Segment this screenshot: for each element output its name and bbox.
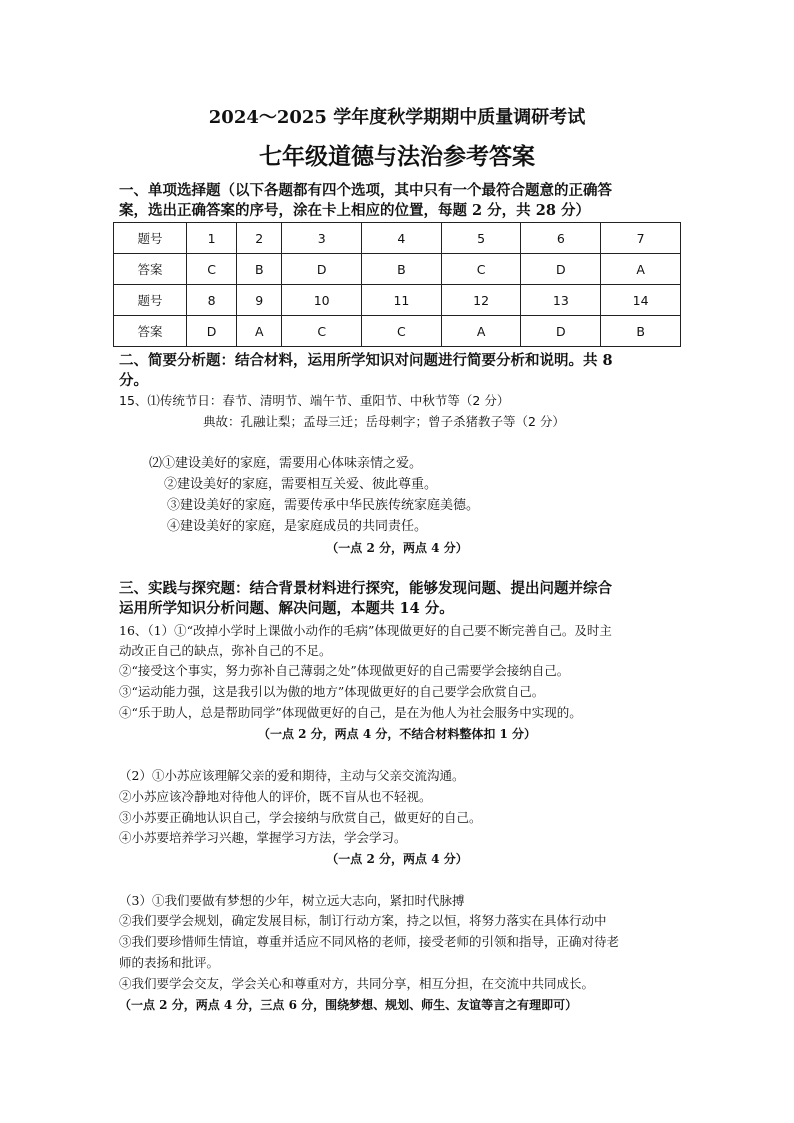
row-label: 题号 <box>114 285 187 316</box>
q16-1-line: 16、（1）①“改掉小学时上课做小动作的毛病”体现做更好的自己要不断完善自己。及时主 <box>119 623 612 638</box>
q15-1-line2: 典故：孔融让梨；孟母三迁；岳母刺字；曾子杀猪教子等（2 分） <box>203 414 565 429</box>
table-cell: C <box>187 254 237 285</box>
table-cell: 4 <box>362 223 442 254</box>
table-cell: D <box>521 316 601 347</box>
table-cell: 7 <box>601 223 681 254</box>
table-cell: B <box>237 254 282 285</box>
q16-3-line: （3）①我们要做有梦想的少年，树立远大志向，紧扣时代脉搏 <box>119 893 465 908</box>
q15-2-score: （一点 2 分，两点 4 分） <box>326 541 468 555</box>
table-cell: 1 <box>187 223 237 254</box>
table-cell: 12 <box>441 285 521 316</box>
table-row <box>114 254 681 285</box>
table-cell: 5 <box>441 223 521 254</box>
q16-1-line: 动改正自己的缺点，弥补自己的不足。 <box>119 643 332 658</box>
table-row <box>114 316 681 347</box>
table-cell: C <box>282 316 362 347</box>
table-cell: 8 <box>187 285 237 316</box>
table-cell: D <box>187 316 237 347</box>
table-cell: 13 <box>521 285 601 316</box>
q16-2-line: ③小苏要正确地认识自己，学会接纳与欣赏自己，做更好的自己。 <box>119 810 482 825</box>
q16-3-line: ②我们要学会规划，确定发展目标，制订行动方案，持之以恒，将努力落实在具体行动中 <box>119 913 607 928</box>
q15-2-item: ③建设美好的家庭，需要传承中华民族传统家庭美德。 <box>167 498 480 513</box>
q15-2-item: ④建设美好的家庭，是家庭成员的共同责任。 <box>167 519 428 534</box>
q16-2-line: ④小苏要培养学习兴趣，掌握学习方法，学会学习。 <box>119 830 407 845</box>
table-cell: C <box>362 316 442 347</box>
q16-2-line: ②小苏应该冷静地对待他人的评价，既不盲从也不轻视。 <box>119 789 432 804</box>
q15-1-line1: 15、⑴传统节日：春节、清明节、端午节、重阳节、中秋节等（2 分） <box>119 393 510 408</box>
table-row <box>114 285 681 316</box>
table-cell: 10 <box>282 285 362 316</box>
q16-3-line: 师的表扬和批评。 <box>119 955 220 970</box>
q16-1-line: ④“乐于助人，总是帮助同学”体现做更好的自己，是在为他人为社会服务中实现的。 <box>119 705 582 720</box>
row-label: 题号 <box>114 223 187 254</box>
q15-2-item: ⑵①建设美好的家庭，需要用心体味亲情之爱。 <box>149 456 423 471</box>
q16-2-line: （2）①小苏应该理解父亲的爱和期待，主动与父亲交流沟通。 <box>119 768 465 783</box>
section1-heading-line2: 案，选出正确答案的序号，涂在卡上相应的位置，每题 2 分，共 28 分） <box>119 202 590 219</box>
table-cell: A <box>237 316 282 347</box>
section2-heading-line2: 分。 <box>119 372 148 389</box>
answer-key-title: 七年级道德与法治参考答案 <box>259 143 535 170</box>
row-label: 答案 <box>114 254 187 285</box>
table-cell: B <box>362 254 442 285</box>
table-cell: 9 <box>237 285 282 316</box>
table-cell: 3 <box>282 223 362 254</box>
table-cell: A <box>601 254 681 285</box>
row-label: 答案 <box>114 316 187 347</box>
exam-title: 2024～2025 学年度秋学期期中质量调研考试 <box>208 107 586 128</box>
q16-2-score: （一点 2 分，两点 4 分） <box>326 852 468 866</box>
q16-3-score: （一点 2 分，两点 4 分，三点 6 分，围绕梦想、规划、师生、友谊等言之有理即可） <box>119 998 578 1012</box>
q16-1-line: ②“接受这个事实，努力弥补自己薄弱之处”体现做更好的自己需要学会接纳自己。 <box>119 663 570 678</box>
section1-heading-line1: 一、单项选择题（以下各题都有四个选项，其中只有一个最符合题意的正确答 <box>119 182 612 199</box>
table-cell: D <box>521 254 601 285</box>
section3-heading-line1: 三、实践与探究题：结合背景材料进行探究，能够发现问题、提出问题并综合 <box>119 580 612 597</box>
answer-table <box>113 222 681 347</box>
q16-3-line: ③我们要珍惜师生情谊，尊重并适应不同风格的老师，接受老师的引领和指导，正确对待老 <box>119 934 620 949</box>
table-cell: C <box>441 254 521 285</box>
q16-1-score: （一点 2 分，两点 4 分，不结合材料整体扣 1 分） <box>257 727 537 741</box>
table-cell: 6 <box>521 223 601 254</box>
table-cell: 2 <box>237 223 282 254</box>
q16-1-line: ③“运动能力强，这是我引以为傲的地方”体现做更好的自己要学会欣赏自己。 <box>119 684 545 699</box>
table-cell: B <box>601 316 681 347</box>
table-cell: 11 <box>362 285 442 316</box>
table-cell: 14 <box>601 285 681 316</box>
section3-heading-line2: 运用所学知识分析问题、解决问题，本题共 14 分。 <box>119 600 454 617</box>
table-row <box>114 223 681 254</box>
q16-3-line: ④我们要学会交友，学会关心和尊重对方，共同分享，相互分担，在交流中共同成长。 <box>119 976 595 991</box>
table-cell: D <box>282 254 362 285</box>
section2-heading-line1: 二、简要分析题：结合材料，运用所学知识对问题进行简要分析和说明。共 8 <box>119 352 613 369</box>
table-cell: A <box>441 316 521 347</box>
q15-2-item: ②建设美好的家庭，需要相互关爱、彼此尊重。 <box>164 477 438 492</box>
